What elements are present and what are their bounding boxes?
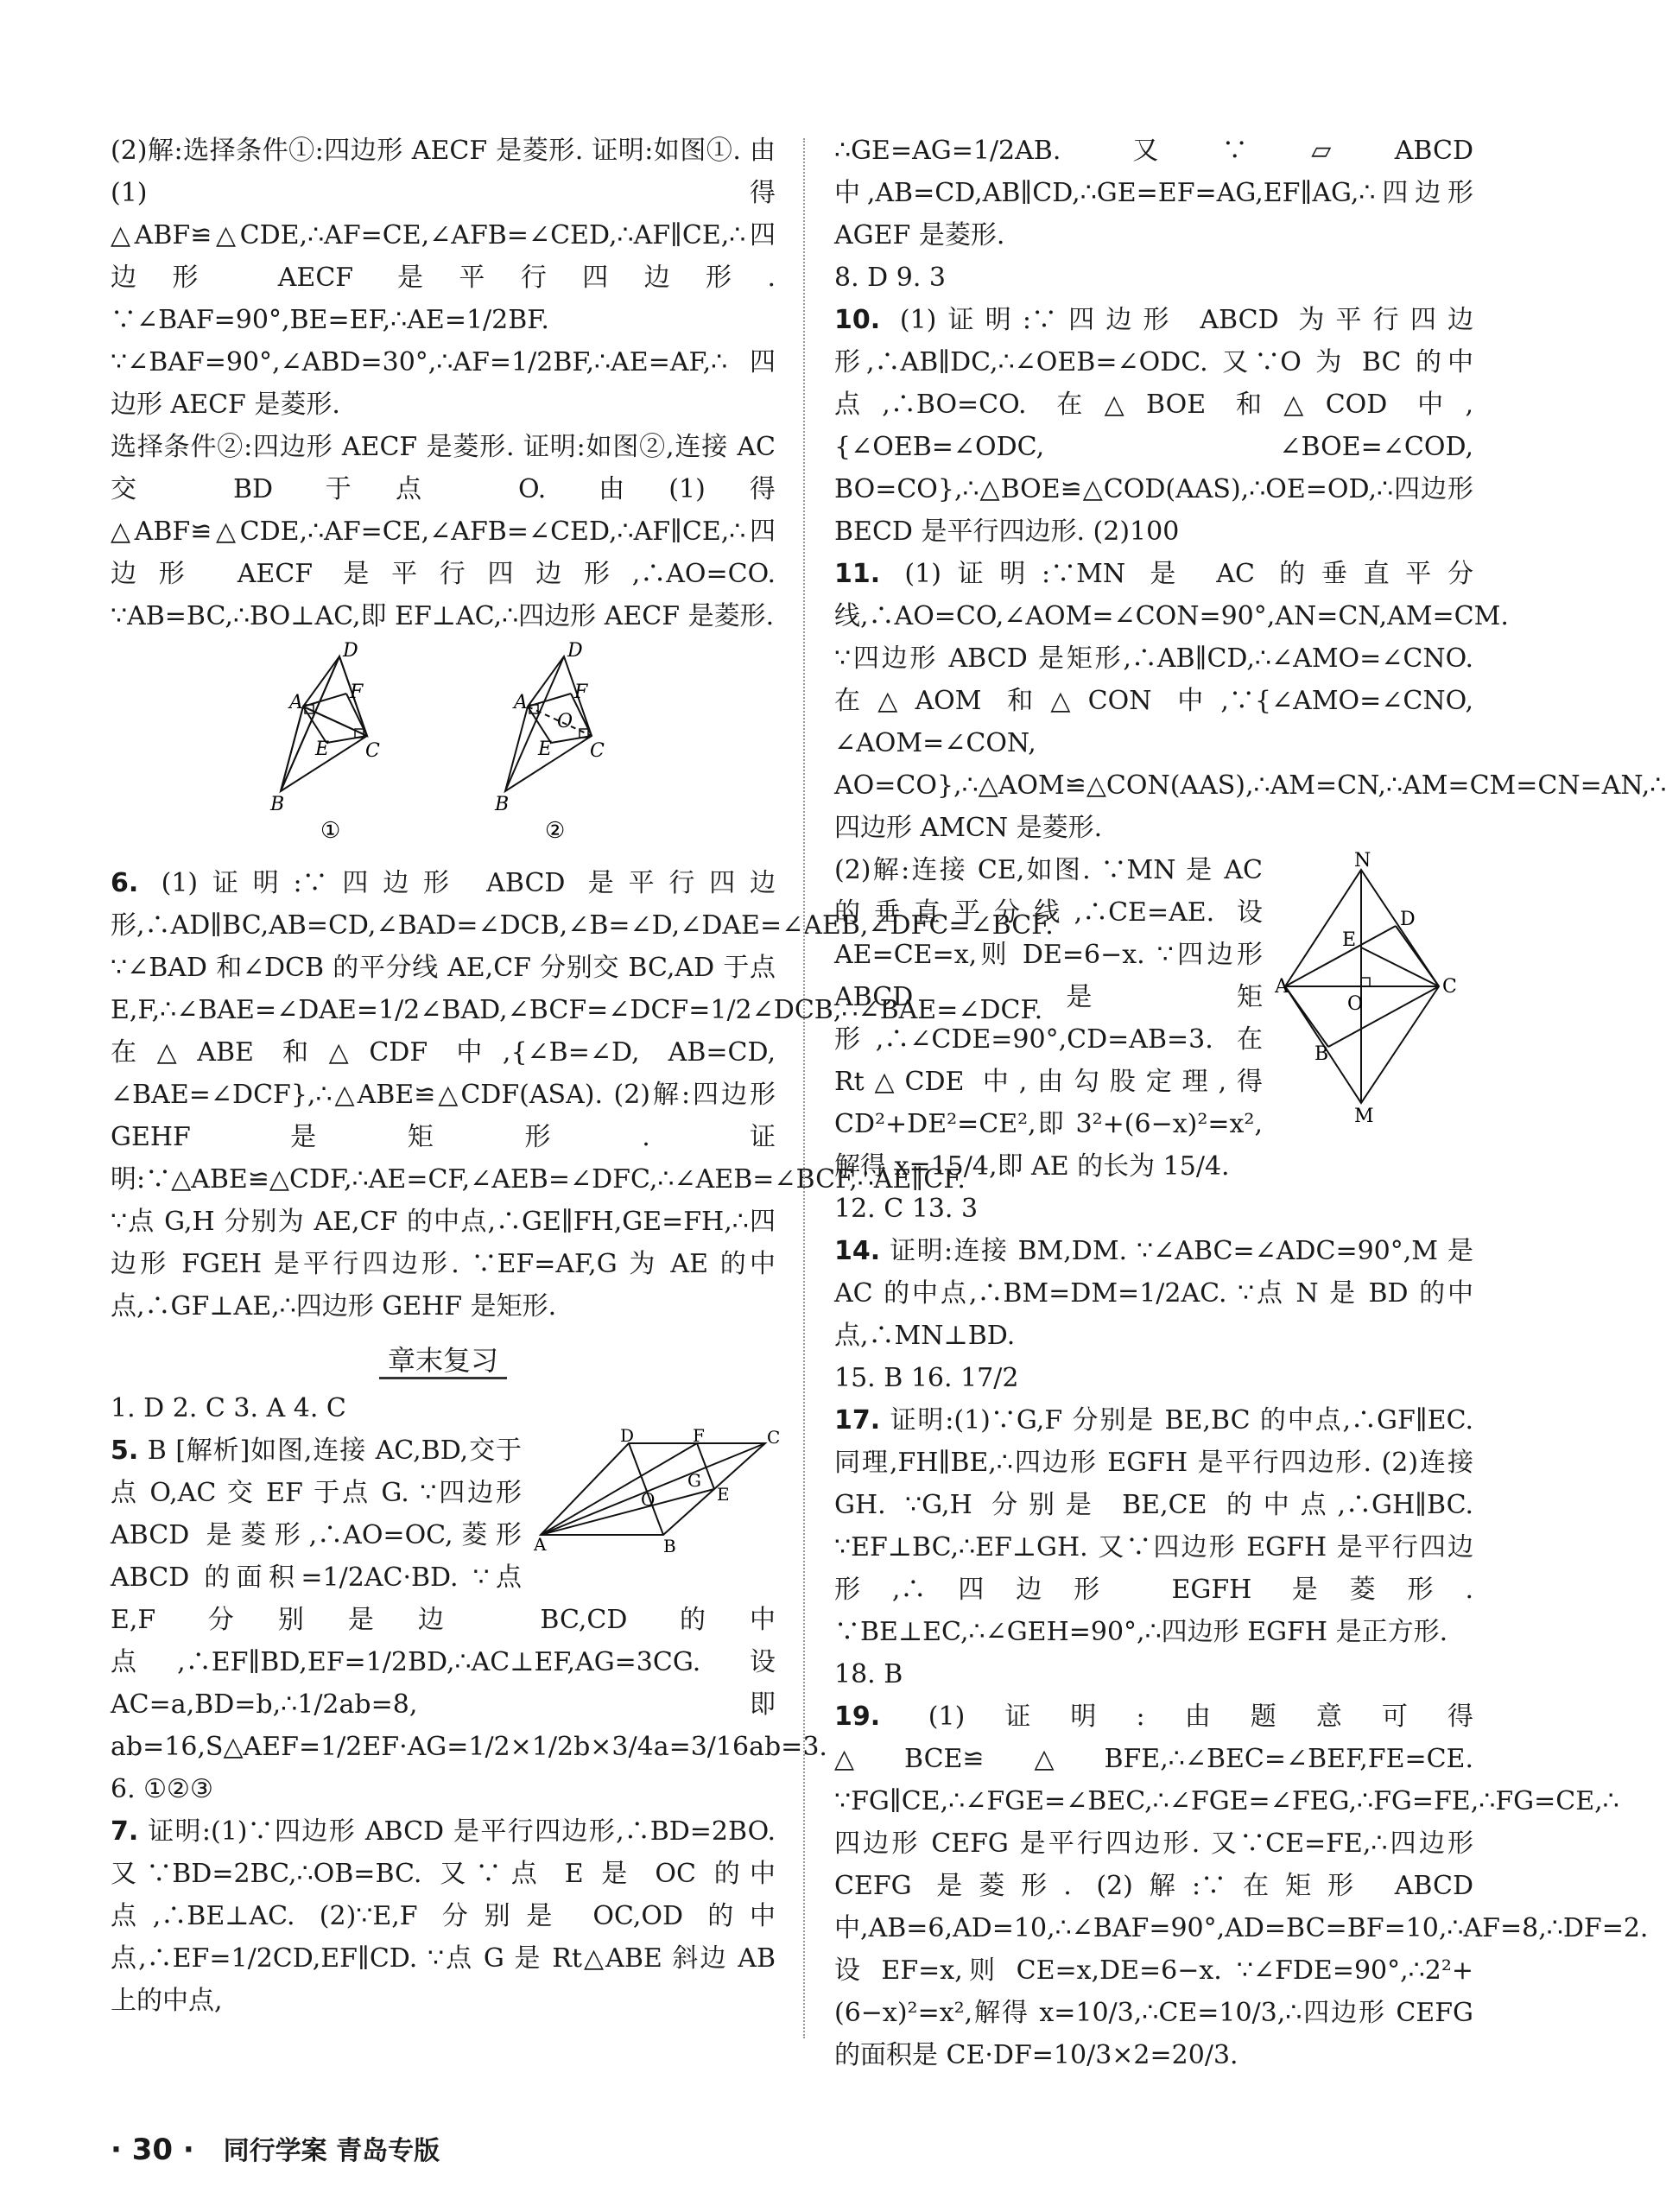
q11-part1 [834,553,1666,849]
svg-text:B: B [663,1536,676,1556]
svg-text:E: E [717,1484,730,1505]
q7-continuation: ∴GE=AG=1/2AB. 又∵▱ABCD 中,AB=CD,AB∥CD,∴GE=EF=AG,EF∥AG,∴四边形 AGEF 是菱形. [834,136,1473,250]
section-title-text: 章末复习 [379,1344,507,1379]
right-column [834,130,1666,2076]
q7-block [111,1810,776,2022]
figure-1-label: ① [320,818,341,844]
svg-text:O: O [1347,993,1364,1015]
page-footer [111,2129,440,2167]
q10-text: (1)证明:∵四边形 ABCD 为平行四边形,∴AB∥DC,∴∠OEB=∠ODC. 又∵O 为 BC 的中点,∴BO=CO. 在△BOE 和△COD 中,{∠OEB=∠ODC, ∠BOE=∠COD, BO=CO},∴△BOE≌△COD(AAS),∴OE=OD,∴四边形 BECD 是平行四边形. (2)100 [834,305,1474,547]
q5-part2-solution: (2)解:选择条件①:四边形 AECF 是菱形. 证明:如图①. 由(1)得△ABF≌△CDE,∴AF=CE,∠AFB=∠CED,∴AF∥CE,∴四边形 AECF 是平行四边形. ∵∠BAF=90°,BE=EF,∴AE=1/2BF. ∵∠BAF=90°,∠ABD=30°,∴AF=1/2BF,∴AE=AF,∴四边形 AECF 是菱形. [111,136,776,420]
svg-text:D: D [343,640,358,662]
svg-text:O: O [557,711,573,732]
q5-part2-condition2: 选择条件②:四边形 AECF 是菱形. 证明:如图②,连接 AC 交 BD 于点 O. 由(1)得△ABF≌△CDE,∴AF=CE,∠AFB=∠CED,∴AF∥CE,∴四边形 AECF 是平行四边形,∴AO=CO. ∵AB=BC,∴BO⊥AC,即 EF⊥AC,∴四边形 AECF 是菱形. [111,432,776,631]
q11-number: 11. [834,559,881,589]
svg-text:A: A [534,1534,547,1555]
answer-6b: 6. ①②③ [111,1774,213,1804]
svg-text:B: B [495,794,510,815]
svg-text:C: C [1442,976,1457,998]
svg-text:F: F [693,1425,705,1446]
answers-12-13: 12. C 13. 3 [834,1194,979,1224]
rhombus-figures [111,640,776,845]
book-title: 同行学案 青岛专版 [223,2136,440,2166]
answer-18: 18. B [834,1659,903,1689]
q17-block [834,1399,1473,1653]
q10-number: 10. [834,305,881,335]
svg-text:D: D [1400,909,1416,930]
q11-figure [1275,852,1473,1129]
svg-text:N: N [1354,850,1371,871]
q19-text: (1)证明:由题意可得△BCE≌△BFE,∴∠BEC=∠BEF,FE=CE. ∵FG∥CE,∴∠FGE=∠BEC,∴∠FGE=∠FEG,∴FG=FE,∴FG=CE,∴四边形 CEFG 是平行四边形. 又∵CE=FE,∴四边形 CEFG 是菱形. (2)解:∵在矩形 ABCD 中,AB=6,AD=10,∴∠BAF=90°,AD=BC=BF=10,∴AF=8,∴DF=2. 设 EF=x,则 CE=x,DE=6−x. ∵∠FDE=90°,∴2²+(6−x)²=x²,解得 x=10/3,∴CE=10/3,∴四边形 CEFG 的面积是 CE·DF=10/3×2=20/3. [834,1702,1649,2070]
svg-text:D: D [620,1425,635,1446]
q17-text: 证明:(1)∵G,F 分别是 BE,BC 的中点,∴GF∥EC. 同理,FH∥BE,∴四边形 EGFH 是平行四边形. (2)连接 GH. ∵G,H 分别是 BE,CE 的中点,∴GH∥BC. ∵EF⊥BC,∴EF⊥GH. 又∵四边形 EGFH 是平行四边形,∴四边形 EGFH 是菱形. ∵BE⊥EC,∴∠GEH=90°,∴四边形 EGFH 是正方形. [834,1405,1473,1647]
figure-2-label: ② [545,818,566,844]
q11-part2-text: (2)解:连接 CE,如图. ∵MN 是 AC 的垂直平分线,∴CE=AE. 设 AE=CE=x,则 DE=6−x. ∵四边形 ABCD 是矩形,∴∠CDE=90°,CD=AB=3. 在 Rt△CDE 中,由勾股定理,得 CD²+DE²=CE²,即 3²+(6−x)²=x²,解得 x=15/4,即 AE 的长为 15/4. [834,855,1263,1182]
svg-text:C: C [767,1427,781,1448]
answers-8-9: 8. D 9. 3 [834,263,946,293]
svg-text:C: C [590,740,605,762]
svg-text:E: E [315,738,330,760]
answers-15-16: 15. B 16. 17/2 [834,1363,1019,1393]
q10-block [834,299,1473,553]
svg-text:D: D [567,640,583,662]
svg-text:F: F [574,681,588,703]
q14-block [834,1230,1473,1357]
svg-text:E: E [1342,929,1357,951]
q7-text: 证明:(1)∵四边形 ABCD 是平行四边形,∴BD=2BO. 又∵BD=2BC,∴OB=BC. 又∵点 E 是 OC 的中点,∴BE⊥AC. (2)∵E,F 分别是 OC,OD 的中点,∴EF=1/2CD,EF∥CD. ∵点 G 是 Rt△ABE 斜边 AB 上的中点, [111,1816,776,2016]
section-title [111,1340,776,1382]
figure-1 [236,640,426,845]
q14-text: 证明:连接 BM,DM. ∵∠ABC=∠ADC=90°,M 是 AC 的中点,∴BM=DM=1/2AC. ∵点 N 是 BD 的中点,∴MN⊥BD. [834,1236,1473,1351]
q19-block [834,1695,1649,2076]
page-number: · 30 · [111,2133,194,2167]
q5-number: 5. [111,1436,139,1466]
svg-text:M: M [1354,1106,1374,1127]
svg-text:B: B [1314,1043,1329,1065]
q17-number: 17. [834,1405,881,1436]
svg-text:B: B [270,794,285,815]
q7-number: 7. [111,1816,139,1847]
svg-text:C: C [365,740,380,762]
svg-text:F: F [350,681,364,703]
q11-part2-block [834,849,1473,1188]
answers-1-4: 1. D 2. C 3. A 4. C [111,1393,346,1423]
q5-text: B [解析]如图,连接 AC,BD,交于点 O,AC 交 EF 于点 G. ∵四边形 ABCD 是菱形,∴AO=OC,菱形 ABCD 的面积=1/2AC·BD. ∵点 E,F 分别是边 BC,CD 的中点,∴EF∥BD,EF=1/2BD,∴AC⊥EF,AG=3CG. 设 AC=a,BD=b,∴1/2ab=8,即 ab=16,S△AEF=1/2EF·AG=1/2×1/2b×3/4a=3/16ab=3. [111,1436,827,1762]
svg-text:A: A [289,692,303,713]
q11-part1-text: (1)证明:∵MN 是 AC 的垂直平分线,∴AO=CO,∠AOM=∠CON=90°,AN=CN,AM=CM. ∵四边形 ABCD 是矩形,∴AB∥CD,∴∠AMO=∠CNO. 在△AOM 和△CON 中,∵{∠AMO=∠CNO, ∠AOM=∠CON, AO=CO},∴△AOM≌△CON(AAS),∴AM=CN,∴AM=CM=CN=AN,∴四边形 AMCN 是菱形. [834,559,1666,843]
svg-text:A: A [1275,976,1289,998]
figure-2 [460,640,650,845]
svg-text:E: E [538,738,553,760]
q6-text: (1)证明:∵四边形 ABCD 是平行四边形,∴AD∥BC,AB=CD,∠BAD=∠DCB,∠B=∠D,∠DAE=∠AEB,∠DFC=∠BCF. ∵∠BAD 和∠DCB 的平分线 AE,CF 分别交 BC,AD 于点 E,F,∴∠BAE=∠DAE=1/2∠BAD,∠BCF=∠DCF=1/2∠DCB,∴∠BAE=∠DCF. 在△ABE 和△CDF 中,{∠B=∠D, AB=CD, ∠BAE=∠DCF},∴△ABE≌△CDF(ASA). (2)解:四边形 GEHF 是矩形. 证明:∵△ABE≌△CDF,∴AE=CF,∠AEB=∠DFC,∴∠AEB=∠BCF,∴AE∥CF. ∵点 G,H 分别为 AE,CF 的中点,∴GE∥FH,GE=FH,∴四边形 FGEH 是平行四边形. ∵EF=AF,G 为 AE 的中点,∴GF⊥AE,∴四边形 GEHF 是矩形. [111,868,1054,1321]
q5-figure [534,1425,781,1556]
svg-text:O: O [641,1489,656,1510]
q6-number: 6. [111,868,139,898]
column-divider [803,138,805,2038]
q5-block [111,1425,827,1768]
q14-number: 14. [834,1236,881,1266]
q19-number: 19. [834,1702,881,1732]
svg-text:G: G [687,1470,701,1491]
svg-text:A: A [514,692,528,713]
